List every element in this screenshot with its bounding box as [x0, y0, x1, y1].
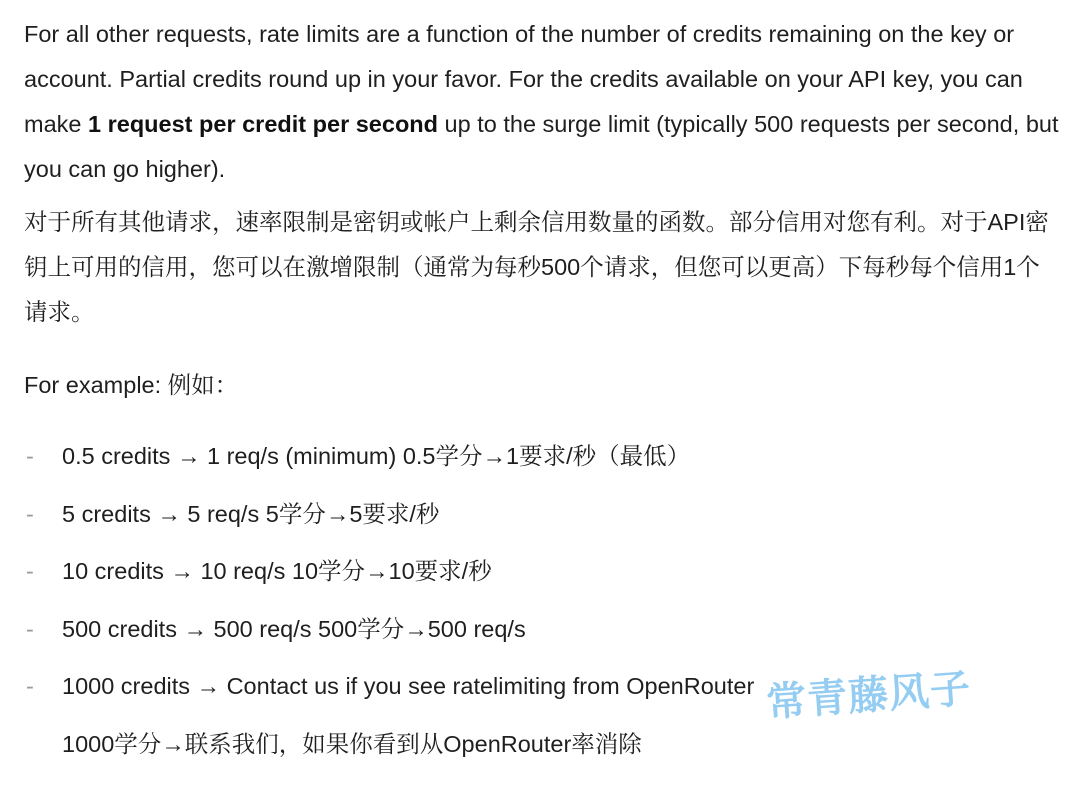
list-dash: -	[26, 673, 34, 699]
list-item	[24, 492, 1060, 537]
list-dash: -	[26, 558, 34, 584]
watermark-text: 常青藤风子	[764, 665, 973, 727]
list-item-text: 1000 credits → Contact us if you see ratelimiting from OpenRouter	[62, 673, 755, 699]
paragraph-en-part1: For all other requests, rate limits are a function of the number of credits remaining on the key or account. Partial credits round up in your favor. For the credits available on your API key, you can make	[24, 21, 1023, 137]
list-item-text: 500 credits → 500 req/s 500学分→500 req/s	[62, 615, 526, 642]
list-item	[24, 607, 1060, 652]
paragraph-en-bold: 1 request per credit per second	[88, 111, 439, 137]
list-item-text: 10 credits → 10 req/s 10学分→10要求/秒	[62, 558, 492, 584]
paragraph-en-part2: up to the surge limit (typically 500 requests per second, but you can go higher).	[24, 111, 1059, 182]
rate-limit-paragraph-en	[24, 12, 1060, 192]
list-item-continuation: 1000学分→联系我们，如果你看到从OpenRouter率消除	[62, 730, 642, 757]
list-item-text: 0.5 credits → 1 req/s (minimum) 0.5学分→1要求/秒（最低）	[62, 443, 691, 469]
example-label: For example: 例如：	[24, 372, 239, 398]
list-dash: -	[26, 615, 34, 642]
rate-limit-paragraph-zh: 对于所有其他请求，速率限制是密钥或帐户上剩余信用数量的函数。部分信用对您有利。对于API密钥上可用的信用，您可以在激增限制（通常为每秒500个请求，但您可以更高）下每秒每个信用1个请求。	[24, 209, 1049, 325]
list-item	[24, 549, 1060, 594]
list-item	[24, 434, 1060, 479]
list-item-text: 5 credits → 5 req/s 5学分→5要求/秒	[62, 500, 440, 527]
list-dash: -	[26, 500, 34, 527]
list-dash: -	[26, 443, 34, 469]
